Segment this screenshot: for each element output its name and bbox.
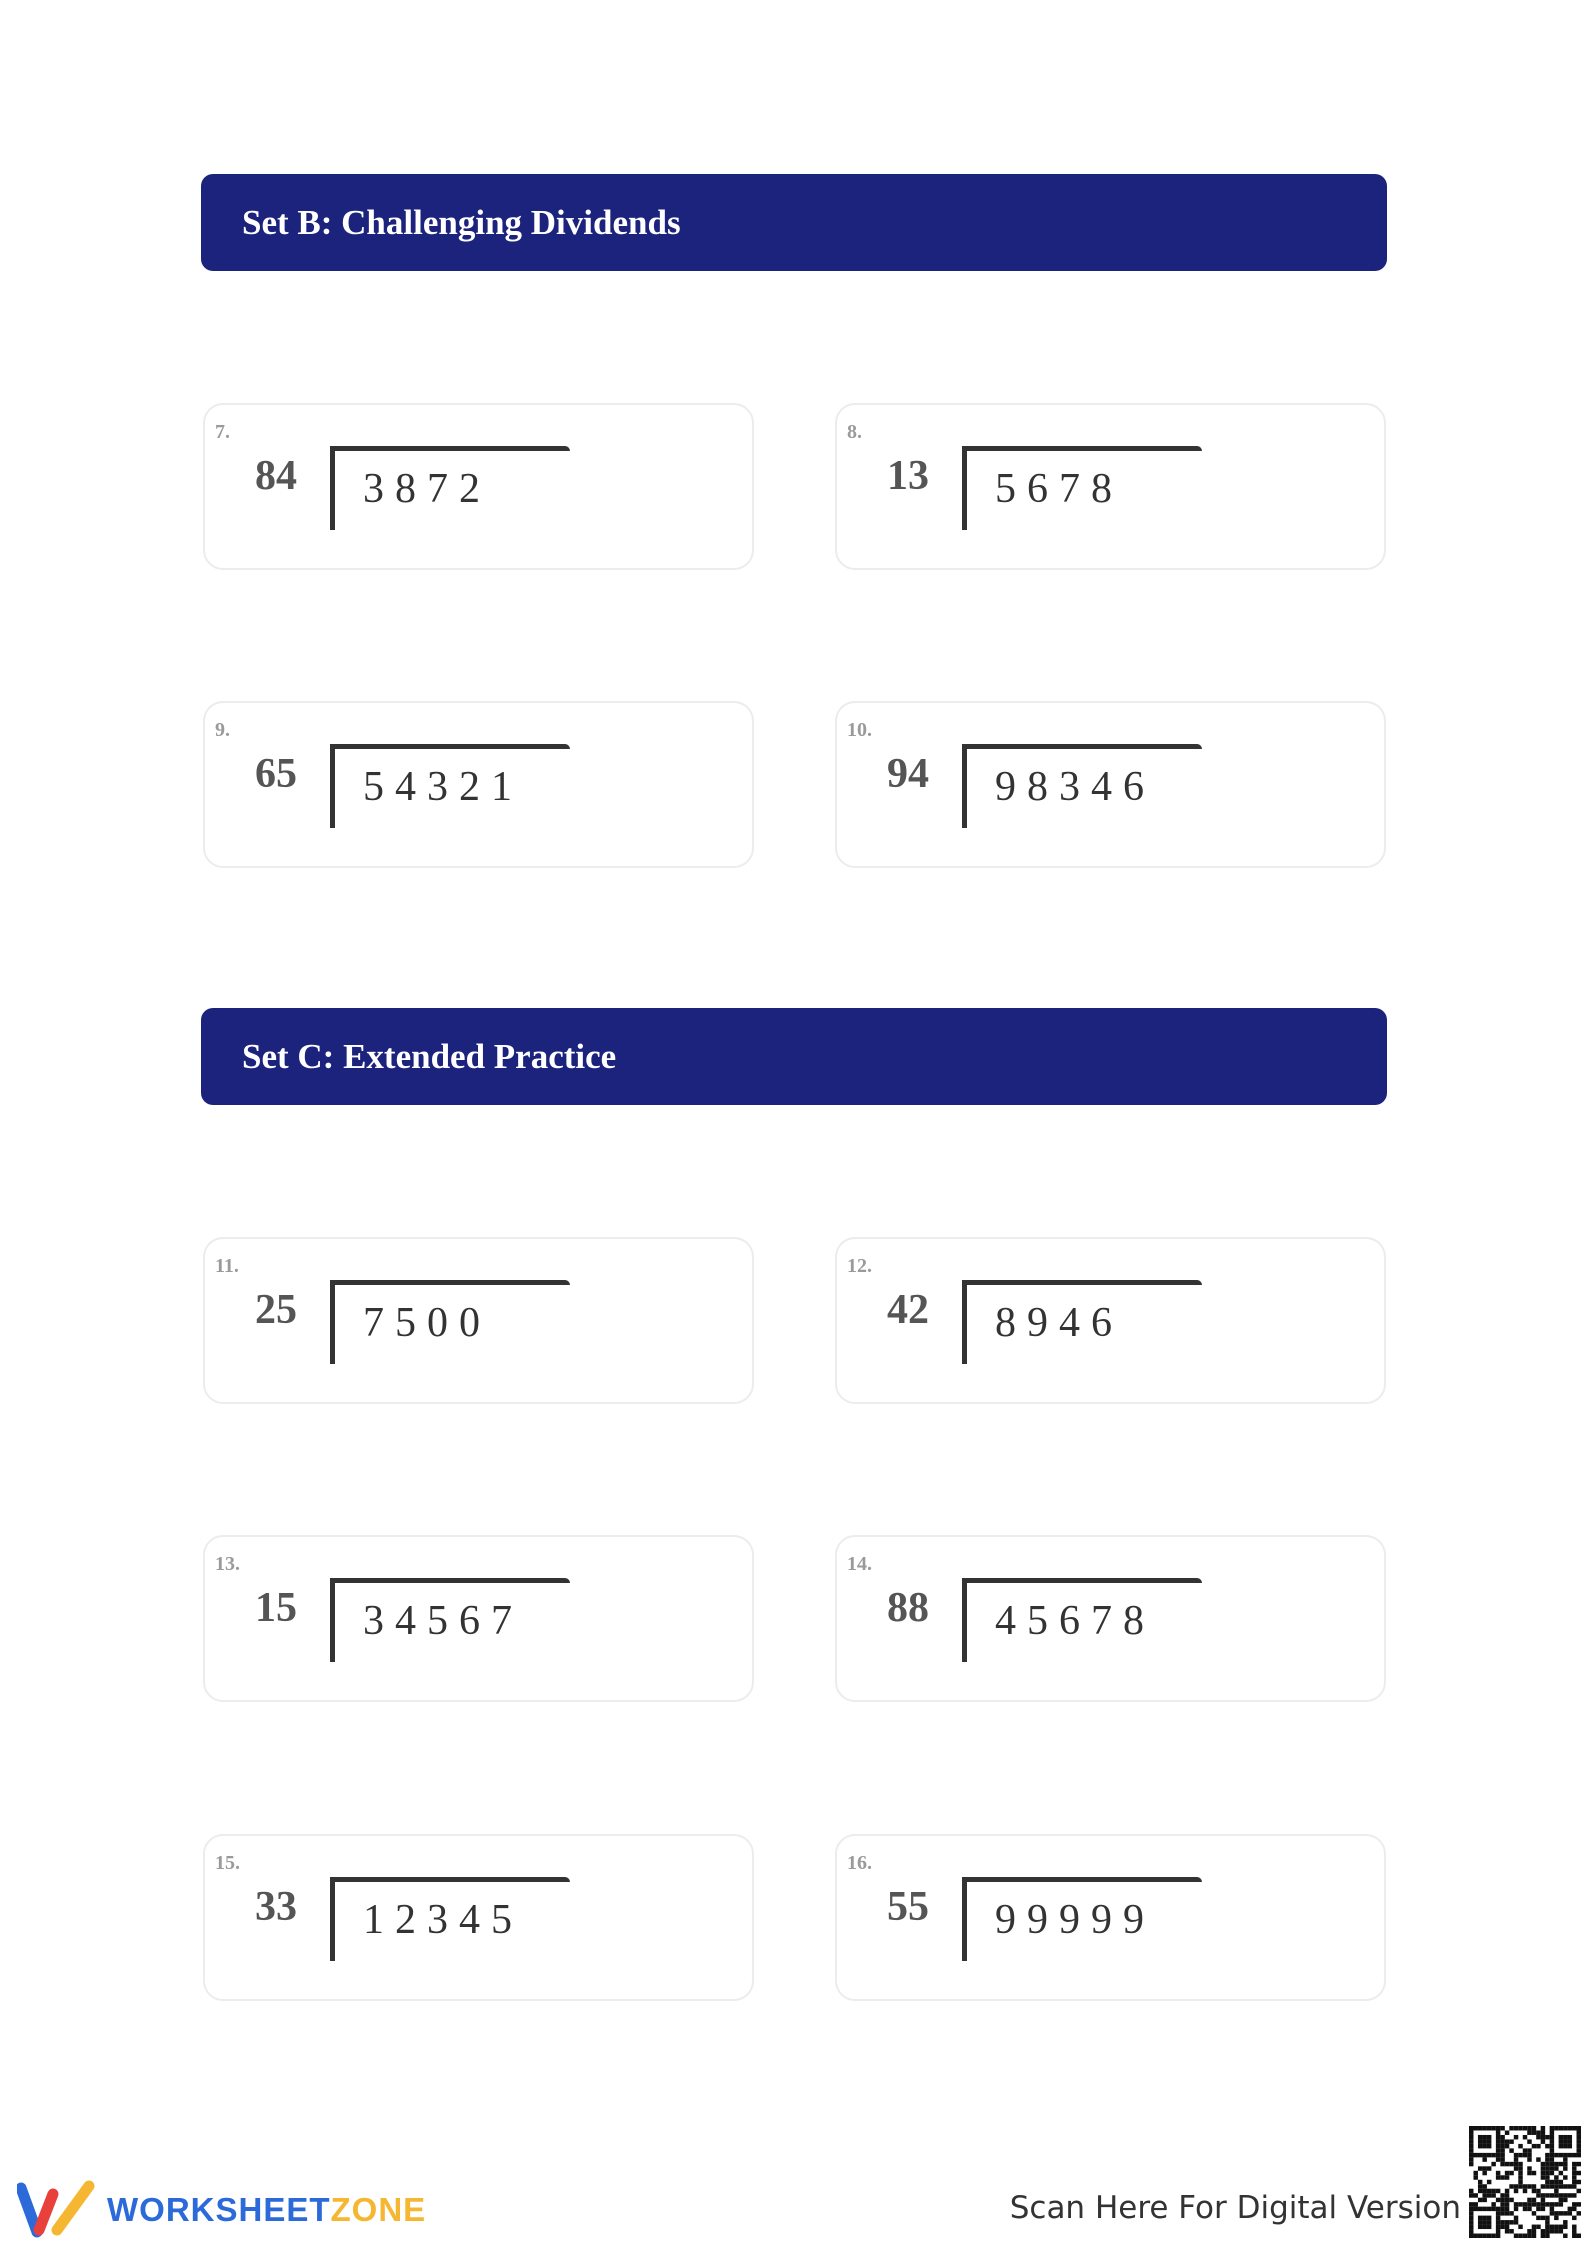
divisor: 25 [255,1287,297,1333]
dividend: 5678 [995,466,1123,512]
problem-number: 7. [215,421,230,443]
divisor: 13 [887,453,929,499]
divisor: 84 [255,453,297,499]
divisor: 94 [887,751,929,797]
brand-name [107,2190,427,2228]
divisor: 33 [255,1884,297,1930]
problem-card-13 [203,1535,754,1702]
section-title: Set B: Challenging Dividends [242,202,681,242]
problem-number: 16. [847,1852,872,1874]
problem-card-11 [203,1237,754,1404]
problem-card-12 [835,1237,1386,1404]
dividend: 98346 [995,764,1155,810]
brand-name-part2: ZONE [330,2190,427,2228]
dividend: 12345 [363,1897,523,1943]
dividend: 54321 [363,764,523,810]
problem-card-16 [835,1834,1386,2001]
dividend: 34567 [363,1598,523,1644]
problem-number: 9. [215,719,230,741]
divisor: 42 [887,1287,929,1333]
problem-card-7 [203,403,754,570]
problem-number: 8. [847,421,862,443]
qr-code-icon[interactable] [1469,2126,1581,2238]
dividend: 99999 [995,1897,1155,1943]
problem-number: 12. [847,1255,872,1277]
scan-instruction: Scan Here For Digital Version [1009,2190,1461,2226]
problem-number: 10. [847,719,872,741]
brand-name-part1: WORKSHEET [107,2190,331,2228]
section-banner-set-c [201,1008,1387,1105]
problem-card-14 [835,1535,1386,1702]
brand-logo [17,2180,426,2238]
problem-card-8 [835,403,1386,570]
dividend: 7500 [363,1300,491,1346]
problem-card-9 [203,701,754,868]
dividend: 8946 [995,1300,1123,1346]
problem-number: 13. [215,1553,240,1575]
divisor: 65 [255,751,297,797]
divisor: 55 [887,1884,929,1930]
section-title: Set C: Extended Practice [242,1036,617,1076]
worksheetzone-logo-icon [17,2180,95,2238]
problem-number: 15. [215,1852,240,1874]
section-banner-set-b [201,174,1387,271]
problem-number: 14. [847,1553,872,1575]
divisor: 88 [887,1585,929,1631]
dividend: 45678 [995,1598,1155,1644]
problem-card-15 [203,1834,754,2001]
dividend: 3872 [363,466,491,512]
divisor: 15 [255,1585,297,1631]
problem-card-10 [835,701,1386,868]
problem-number: 11. [215,1255,239,1277]
